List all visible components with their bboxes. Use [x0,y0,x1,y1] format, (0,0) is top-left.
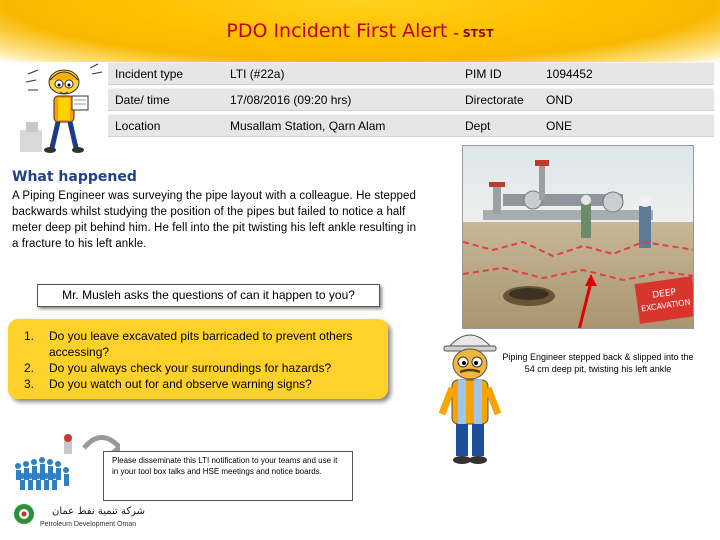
pim-id-value: 1094452 [539,62,714,85]
dept-value: ONE [539,114,714,137]
question-text: Do you watch out for and observe warning signs? [49,377,312,391]
directorate-label: Directorate [458,88,539,111]
questions-panel [8,319,388,399]
company-arabic-name: شركة تنمية نفط عمان [52,506,145,517]
sign-text-excavation: EXCAVATION [640,297,692,314]
pim-id-label: PIM ID [458,62,539,85]
table-row [108,114,714,137]
date-time-label: Date/ time [108,88,223,111]
company-name: Petroleum Development Oman [40,521,137,528]
list-item [8,360,388,376]
title-main: PDO Incident First Alert [226,20,448,42]
pdo-logo [12,500,172,536]
incident-type-value: LTI (#22a) [223,62,458,85]
notice-box: Please disseminate this LTI notification to your teams and use it in your tool box talks and HSE meetings and notice boards. [103,451,353,501]
page-title [0,20,720,42]
incident-info-table [108,59,714,140]
sign-text-deep: DEEP [651,287,677,301]
incident-photo [462,145,694,329]
mascot-reading-illustration [18,60,106,160]
mascot-musleh-illustration [436,318,504,468]
questions-list [8,328,388,392]
date-time-value: 17/08/2016 (09:20 hrs) [223,88,458,111]
what-happened-text: A Piping Engineer was surveying the pipe layout with a colleague. He stepped backwards whilst studying the position of the pipes but failed to notice a half meter deep pit behind him. He fell into the pit twisting his left ankle resulting in a fracture to his left ankle. [12,190,417,250]
what-happened-heading: What happened [12,169,137,185]
list-item [8,328,388,360]
question-text: Do you leave excavated pits barricaded to prevent others accessing? [49,329,353,359]
table-row [108,88,714,111]
list-item [8,376,388,392]
incident-type-label: Incident type [108,62,223,85]
question-text: Do you always check your surroundings for hazards? [49,361,332,375]
question-number: 1. [24,329,35,343]
dept-label: Dept [458,114,539,137]
ask-question-box: Mr. Musleh asks the questions of can it happen to you? [37,284,380,307]
directorate-value: OND [539,88,714,111]
title-sub: – STST [453,27,494,40]
location-label: Location [108,114,223,137]
table-row [108,62,714,85]
question-number: 3. [24,377,35,391]
photo-caption: Piping Engineer stepped back & slipped into the 54 cm deep pit, twisting his left ankle [502,352,694,374]
location-value: Musallam Station, Qarn Alam [223,114,458,137]
question-number: 2. [24,361,35,375]
